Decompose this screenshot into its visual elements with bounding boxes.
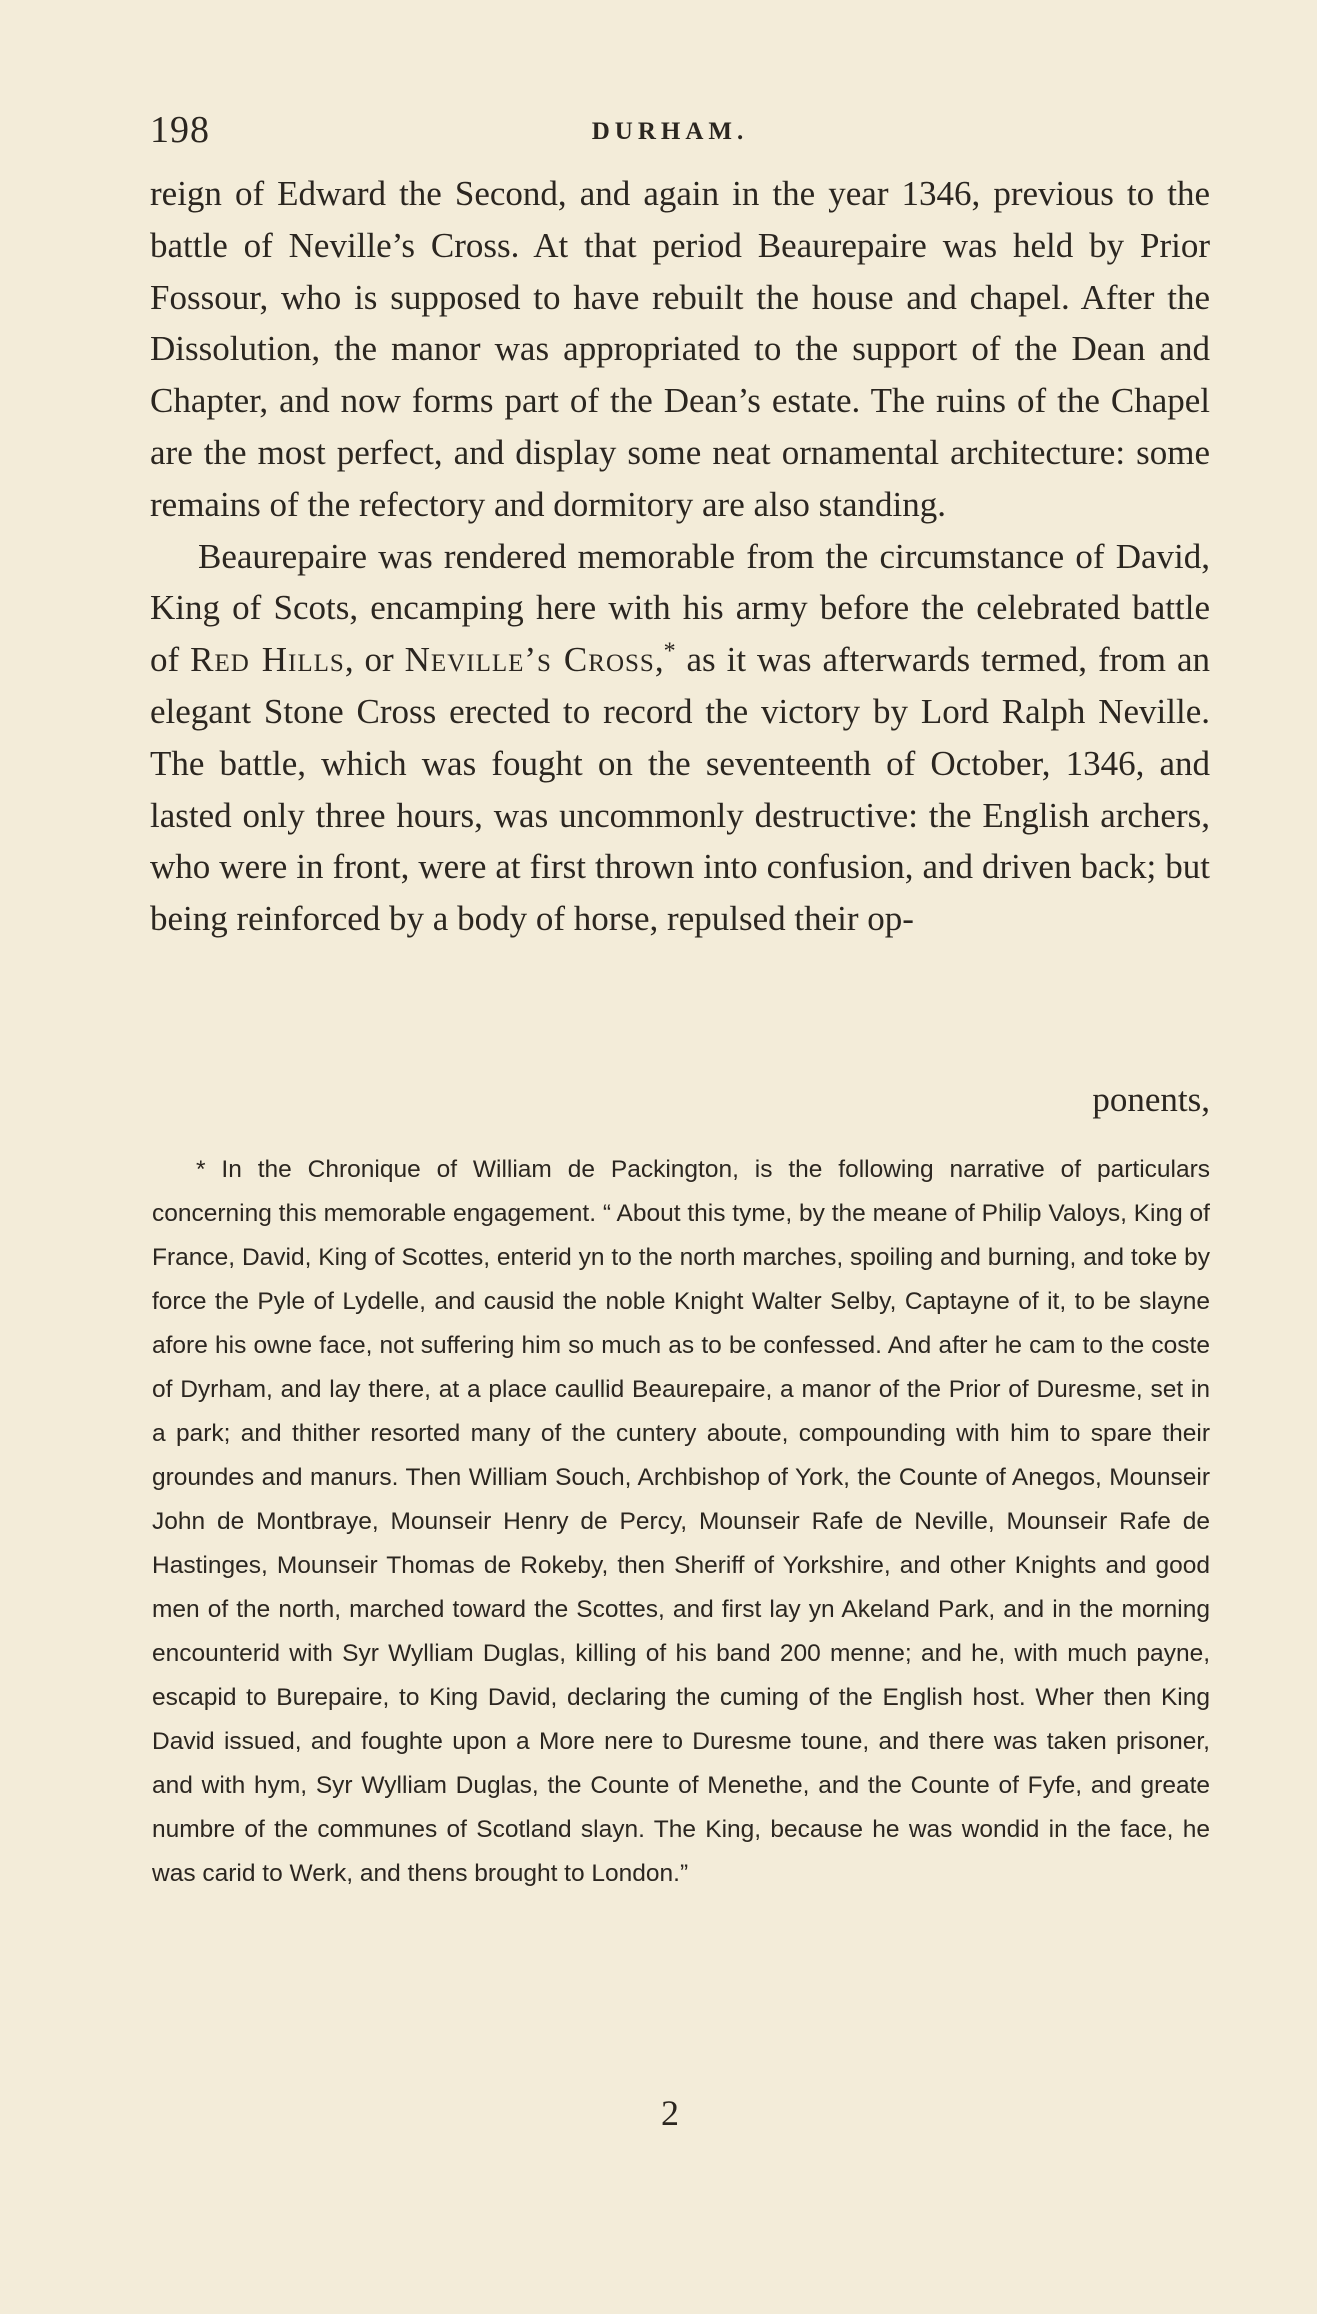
footnote-reference[interactable]: * [663, 638, 676, 665]
footnote-marker: * [196, 1156, 206, 1183]
paragraph-battle-text-2: as it was afterwards termed, from an elegant Stone Cross erected to record the victory by Lord Ralph Neville. The battle, which was fought on the seventeenth of October, 1346, and lasted only three hours, was uncommonly destructive: the English archers, who were in front, were at first thrown into confusion, and driven back; but being reinforced by a body of horse, repulsed their op- [150, 640, 1211, 939]
paragraph-beaurepaire-history: reign of Edward the Second, and again in the year 1346, previous to the battle of Neville’s Cross. At that period Beaurepaire was held by Prior Fossour, who is supposed to have rebuilt the house and chapel. After the Dissolution, the manor was appropriated to the support of the Dean and Chapter, and now forms part of the Dean’s estate. The ruins of the Chapel are the most perfect, and display some neat ornamental architecture: some remains of the refectory and dormitory are also standing. [150, 174, 1210, 524]
footnote [152, 1148, 1210, 1896]
red-hills-name: Red Hills [190, 640, 345, 680]
running-head: DURHAM. [591, 118, 749, 145]
paragraph-battle-or: , or [344, 640, 405, 680]
paragraph-battle-comma: , [654, 640, 664, 680]
footnote-text: In the Chronique of William de Packington, is the following narrative of particulars concerning this memorable engagement. “ About this tyme, by the meane of Philip Valoys, King of France, David, King of Scottes, enterid yn to the north marches, spoiling and burning, and toke by force the Pyle of Lydelle, and causid the noble Knight Walter Selby, Captayne of it, to be slayne afore his owne face, not suffering him so much as to be confessed. And after he cam to the coste of Dyrham, and lay there, at a place caullid Beaurepaire, a manor of the Prior of Duresme, set in a park; and thither resorted many of the cuntery aboute, compounding with him to spare their groundes and manurs. Then William Souch, Archbishop of York, the Counte of Anegos, Mounseir John de Montbraye, Mounseir Henry de Percy, Mounseir Rafe de Neville, Mounseir Rafe de Hastinges, Mounseir Thomas de Rokeby, then Sheriff of Yorkshire, and other Knights and good men of the north, marched toward the Scottes, and first lay yn Akeland Park, and in the morning encounterid with Syr Wylliam Duglas, killing of his band 200 menne; and he, with much payne, escapid to Burepaire, to King David, declaring the cuming of the English host. Wher then King David issued, and foughte upon a More nere to Duresme toune, and there was taken prisoner, and with hym, Syr Wylliam Duglas, the Counte of Menethe, and the Counte of Fyfe, and greate numbre of the communes of Scotland slayn. The King, because he was wondid in the face, he was carid to Werk, and thens brought to London.” [152, 1156, 1210, 1887]
main-text [150, 168, 1210, 945]
nevilles-cross-name: Neville’s Cross [404, 640, 655, 680]
paragraph-battle [150, 531, 1210, 945]
paragraph-battle-text-1: Beaurepaire was rendered memorable from the circumstance of David, King of Scots, encamping here with his army before the celebrated battle of [150, 536, 1210, 680]
catchword: ponents, [1092, 1080, 1210, 1119]
page-number: 198 [150, 109, 210, 151]
signature-mark: 2 [661, 2093, 679, 2133]
page-header [150, 108, 1190, 158]
